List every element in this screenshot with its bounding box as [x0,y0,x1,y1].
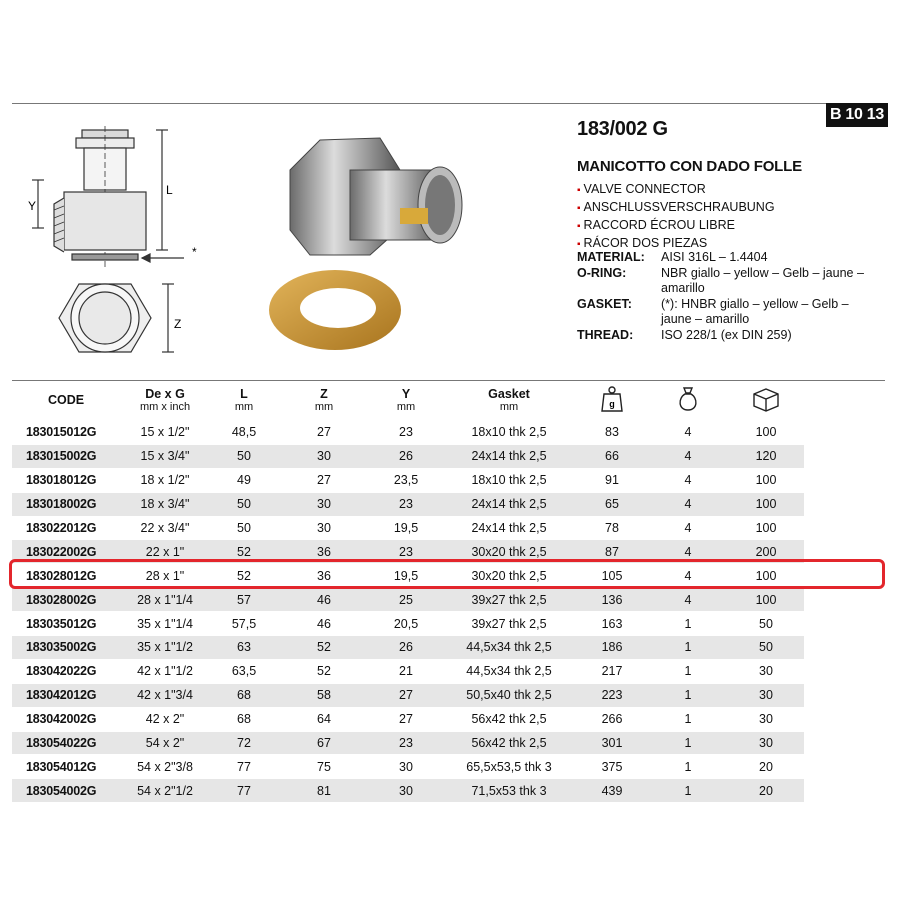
table-cell: 52 [278,636,370,660]
table-cell: 27 [278,421,370,444]
table-cell: 63 [210,636,278,660]
table-cell: 52 [210,564,278,588]
table-cell: 26 [370,636,442,660]
table-cell: 100 [728,492,804,516]
table-cell: 46 [278,588,370,612]
table-cell: 56x42 thk 2,5 [442,731,576,755]
table-cell: 18x10 thk 2,5 [442,421,576,444]
product-photo [250,130,550,370]
table-cell: 23 [370,540,442,564]
table-cell: 4 [648,421,728,444]
col-header-weight [576,380,648,421]
table-cell: 54 x 2"1/2 [120,779,210,803]
table-cell: 48,5 [210,421,278,444]
table-cell: 65,5x53,5 thk 3 [442,755,576,779]
table-cell: 24x14 thk 2,5 [442,516,576,540]
table-cell: 18 x 1/2" [120,468,210,492]
spec-gasket [577,297,871,328]
table-cell: 27 [370,683,442,707]
table-row [12,421,804,444]
table-cell: 23 [370,492,442,516]
drawing-label-star: * [192,245,197,259]
table-cell: 30 [370,755,442,779]
table-cell: 30x20 thk 2,5 [442,540,576,564]
table-cell: 183018002G [12,492,120,516]
weight-icon [601,386,623,412]
spec-key: THREAD: [577,327,634,342]
table-cell: 20 [728,779,804,803]
translation-item: ▪ ANSCHLUSSVERSCHRAUBUNG [577,199,775,217]
table-cell: 1 [648,755,728,779]
table-cell: 136 [576,588,648,612]
spec-key: GASKET: [577,296,632,311]
table-row [12,707,804,731]
table-cell: 50 [210,444,278,468]
table-cell: 100 [728,468,804,492]
spec-value: NBR giallo – yellow – Gelb – jaune – amarillo [661,265,864,295]
spec-oring [577,266,871,297]
table-cell: 35 x 1"1/4 [120,612,210,636]
spec-material [577,250,871,266]
table-cell: 21 [370,659,442,683]
table-cell: 183035002G [12,636,120,660]
table-cell: 4 [648,540,728,564]
table-cell: 50,5x40 thk 2,5 [442,683,576,707]
table-cell: 67 [278,731,370,755]
col-header-size: De x G mm x inch [139,386,191,413]
table-cell: 50 [210,516,278,540]
table-cell: 30 [278,516,370,540]
spec-thread [577,328,871,344]
table-row [12,588,804,612]
box-icon [751,386,781,412]
table-body [12,421,804,803]
table-cell: 266 [576,707,648,731]
table-cell: 46 [278,612,370,636]
table-cell: 183022002G [12,540,120,564]
drawing-label-z: Z [174,317,182,331]
table-cell: 65 [576,492,648,516]
table-cell: 19,5 [370,516,442,540]
table-cell: 87 [576,540,648,564]
table-cell: 54 x 2" [120,731,210,755]
spec-value: AISI 316L – 1.4404 [661,250,768,264]
table-cell: 18x10 thk 2,5 [442,468,576,492]
col-header-code: CODE [48,393,85,407]
table-cell: 1 [648,707,728,731]
table-cell: 68 [210,683,278,707]
table-cell: 4 [648,492,728,516]
table-row [12,468,804,492]
table-cell: 39x27 thk 2,5 [442,588,576,612]
table-cell: 63,5 [210,659,278,683]
table-row [12,444,804,468]
table-cell: 301 [576,731,648,755]
table-cell: 75 [278,755,370,779]
table-row [12,731,804,755]
table-cell: 25 [370,588,442,612]
table-row [12,636,804,660]
table-cell: 4 [648,588,728,612]
table-cell: 24x14 thk 2,5 [442,492,576,516]
table-row [12,492,804,516]
translation-item: ▪ RACCORD ÉCROU LIBRE [577,217,775,235]
table-cell: 50 [210,492,278,516]
table-cell: 100 [728,564,804,588]
table-cell: 57 [210,588,278,612]
table-cell: 223 [576,683,648,707]
table-cell: 1 [648,779,728,803]
svg-text:g: g [609,399,615,409]
table-cell: 42 x 2" [120,707,210,731]
table-cell: 183018012G [12,468,120,492]
table-row [12,779,804,803]
table-cell: 23 [370,731,442,755]
table-cell: 4 [648,468,728,492]
table-cell: 77 [210,779,278,803]
table-cell: 36 [278,540,370,564]
table-cell: 27 [278,468,370,492]
table-cell: 100 [728,516,804,540]
table-cell: 58 [278,683,370,707]
table-row [12,755,804,779]
table-cell: 100 [728,421,804,444]
table-cell: 72 [210,731,278,755]
table-row [12,659,804,683]
table-cell: 100 [728,588,804,612]
table-cell: 186 [576,636,648,660]
table-cell: 183054012G [12,755,120,779]
table-cell: 24x14 thk 2,5 [442,444,576,468]
table-cell: 83 [576,421,648,444]
translation-item: ▪ VALVE CONNECTOR [577,181,775,199]
col-header-gasket: Gasket mm [488,386,530,413]
table-cell: 30x20 thk 2,5 [442,564,576,588]
translation-item: ▪ RÁCOR DOS PIEZAS [577,235,775,253]
table-cell: 183054022G [12,731,120,755]
table-cell: 183028002G [12,588,120,612]
drawing-label-y: Y [28,199,37,213]
col-header-box [728,380,804,421]
product-table [12,380,804,803]
table-cell: 23,5 [370,468,442,492]
table-cell: 54 x 2"3/8 [120,755,210,779]
table-cell: 4 [648,516,728,540]
table-cell: 30 [370,779,442,803]
top-rule [12,103,888,104]
table-cell: 66 [576,444,648,468]
spec-key: MATERIAL: [577,250,645,264]
technical-drawing [24,118,224,378]
table-cell: 44,5x34 thk 2,5 [442,636,576,660]
table-cell: 20 [728,755,804,779]
table-cell: 120 [728,444,804,468]
specs-block [577,250,871,343]
table-cell: 30 [728,707,804,731]
table-cell: 439 [576,779,648,803]
translations-list [577,181,775,253]
table-cell: 23 [370,421,442,444]
table-cell: 4 [648,444,728,468]
table-cell: 30 [278,492,370,516]
table-cell: 1 [648,659,728,683]
table-cell: 217 [576,659,648,683]
page-badge: B 10 13 [826,103,888,127]
table-cell: 30 [278,444,370,468]
col-header-z: Z mm [314,386,334,413]
table-cell: 30 [728,683,804,707]
table-cell: 50 [728,612,804,636]
product-code-title: 183/002 G [577,118,668,140]
table-cell: 36 [278,564,370,588]
spec-value: (*): HNBR giallo – yellow – Gelb – jaune – amarillo [661,296,849,326]
table-cell: 30 [728,659,804,683]
table-cell: 183015012G [12,421,120,444]
table-cell: 91 [576,468,648,492]
table-cell: 105 [576,564,648,588]
table-cell: 30 [728,731,804,755]
table-cell: 81 [278,779,370,803]
table-cell: 1 [648,683,728,707]
table-cell: 22 x 1" [120,540,210,564]
table-cell: 183028012G [12,564,120,588]
col-header-y: Y mm [396,386,416,413]
table-cell: 20,5 [370,612,442,636]
table-cell: 71,5x53 thk 3 [442,779,576,803]
table-cell: 19,5 [370,564,442,588]
drawing-label-l: L [166,183,173,197]
table-cell: 39x27 thk 2,5 [442,612,576,636]
table-cell: 52 [210,540,278,564]
table-cell: 27 [370,707,442,731]
table-cell: 183042022G [12,659,120,683]
table-cell: 68 [210,707,278,731]
table-cell: 183015002G [12,444,120,468]
table-cell: 1 [648,612,728,636]
table-cell: 183042002G [12,707,120,731]
table-cell: 163 [576,612,648,636]
table-cell: 52 [278,659,370,683]
table-cell: 22 x 3/4" [120,516,210,540]
table-row [12,516,804,540]
table-cell: 183022012G [12,516,120,540]
table-cell: 64 [278,707,370,731]
product-name: MANICOTTO CON DADO FOLLE [577,158,802,175]
table-cell: 183035012G [12,612,120,636]
table-cell: 50 [728,636,804,660]
col-header-l: L mm [234,386,254,413]
table-cell: 183042012G [12,683,120,707]
table-cell: 77 [210,755,278,779]
table-row [12,683,804,707]
spec-value: ISO 228/1 (ex DIN 259) [661,327,792,342]
table-cell: 15 x 1/2" [120,421,210,444]
table-cell: 4 [648,564,728,588]
col-header-bag [648,380,728,421]
table-cell: 200 [728,540,804,564]
table-cell: 28 x 1" [120,564,210,588]
table-cell: 49 [210,468,278,492]
table-cell: 44,5x34 thk 2,5 [442,659,576,683]
table-cell: 375 [576,755,648,779]
table-cell: 35 x 1"1/2 [120,636,210,660]
table-header-row [12,380,804,421]
table-cell: 1 [648,731,728,755]
table-cell: 1 [648,636,728,660]
product-table-container [12,380,885,803]
table-cell: 183054002G [12,779,120,803]
bag-icon [676,386,700,412]
spec-key: O-RING: [577,265,627,280]
table-cell: 28 x 1"1/4 [120,588,210,612]
table-cell: 56x42 thk 2,5 [442,707,576,731]
table-cell: 42 x 1"1/2 [120,659,210,683]
table-cell: 57,5 [210,612,278,636]
table-cell: 26 [370,444,442,468]
table-cell: 42 x 1"3/4 [120,683,210,707]
table-row [12,612,804,636]
table-cell: 78 [576,516,648,540]
table-cell: 15 x 3/4" [120,444,210,468]
table-cell: 18 x 3/4" [120,492,210,516]
highlight-box [9,559,885,589]
